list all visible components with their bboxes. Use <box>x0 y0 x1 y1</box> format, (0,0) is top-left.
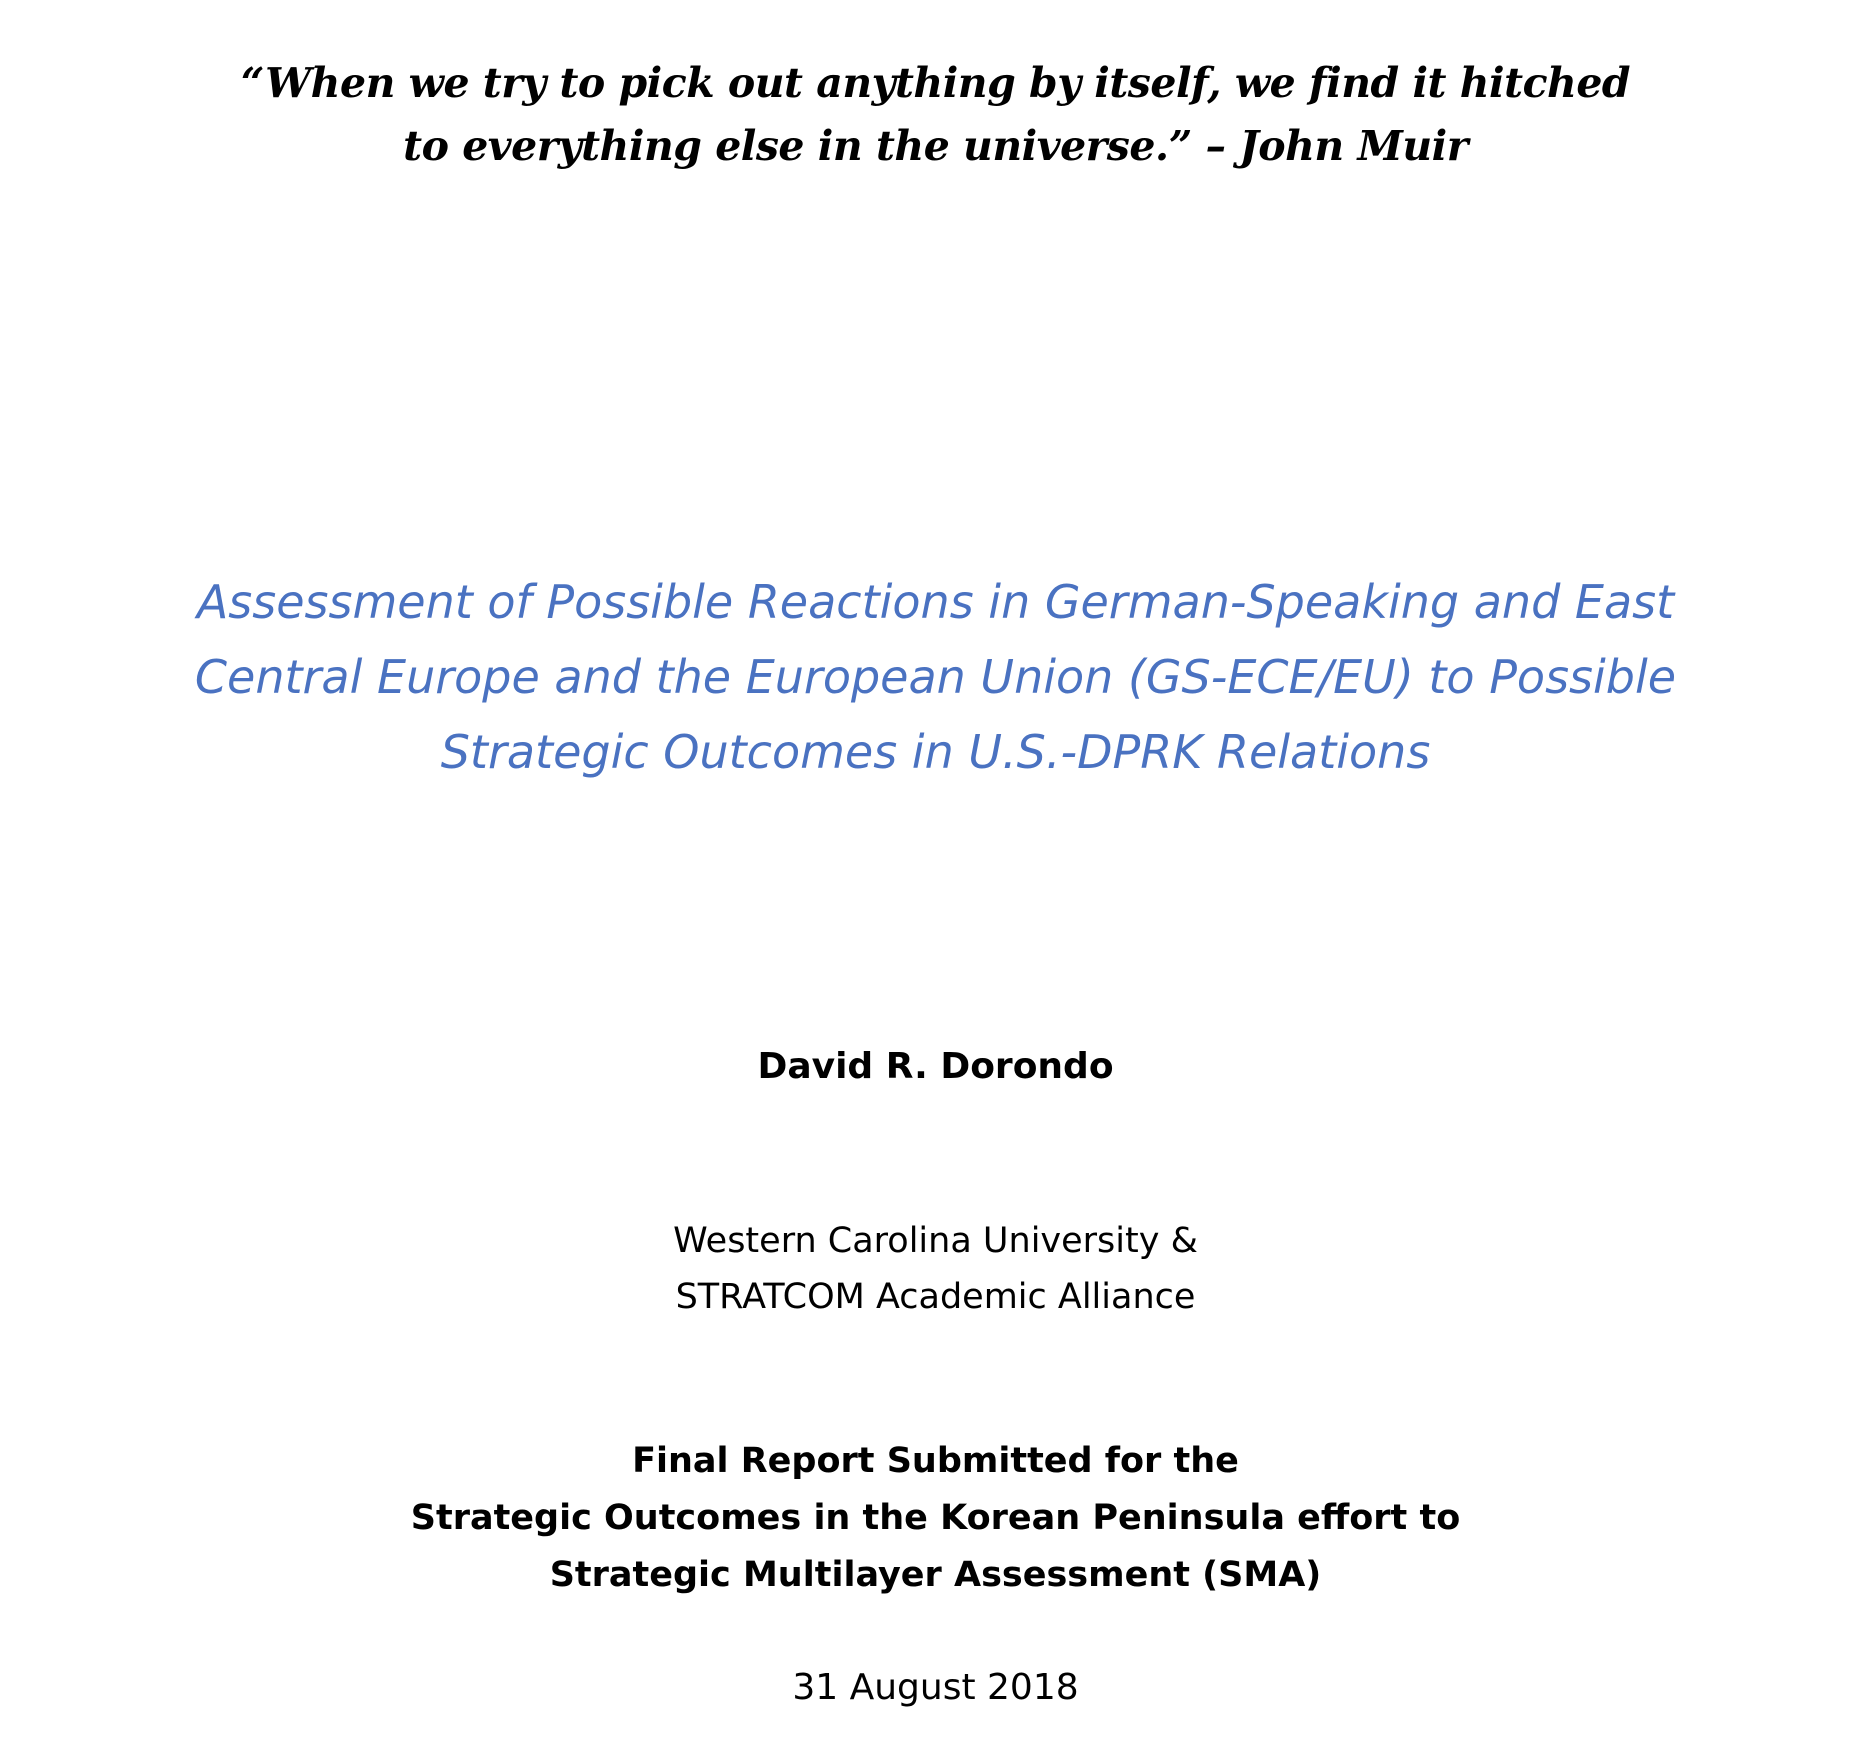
epigraph-quote <box>0 52 1871 178</box>
author-name <box>0 1039 1871 1095</box>
title-line: Strategic Outcomes in U.S.-DPRK Relations <box>440 725 1431 779</box>
report-line: Strategic Multilayer Assessment (SMA) <box>549 1555 1322 1595</box>
author-name-text: David R. Dorondo <box>757 1046 1114 1087</box>
title-line: Assessment of Possible Reactions in German-Speaking and East <box>196 575 1675 629</box>
affiliation-line: Western Carolina University & <box>673 1221 1198 1261</box>
report-line: Final Report Submitted for the <box>632 1441 1239 1481</box>
date-text: 31 August 2018 <box>792 1667 1079 1708</box>
quote-line: to everything else in the universe.” – John Muir <box>403 122 1468 170</box>
title-line: Central Europe and the European Union (GS-ECE/EU) to Possible <box>194 650 1677 704</box>
report-statement <box>0 1433 1871 1604</box>
affiliation-line: STRATCOM Academic Alliance <box>675 1277 1196 1317</box>
document-title <box>0 565 1871 790</box>
author-affiliation <box>0 1213 1871 1325</box>
quote-line: “When we try to pick out anything by itself, we find it hitched <box>240 59 1631 107</box>
report-date <box>0 1660 1871 1716</box>
report-line: Strategic Outcomes in the Korean Peninsula effort to <box>410 1498 1461 1538</box>
